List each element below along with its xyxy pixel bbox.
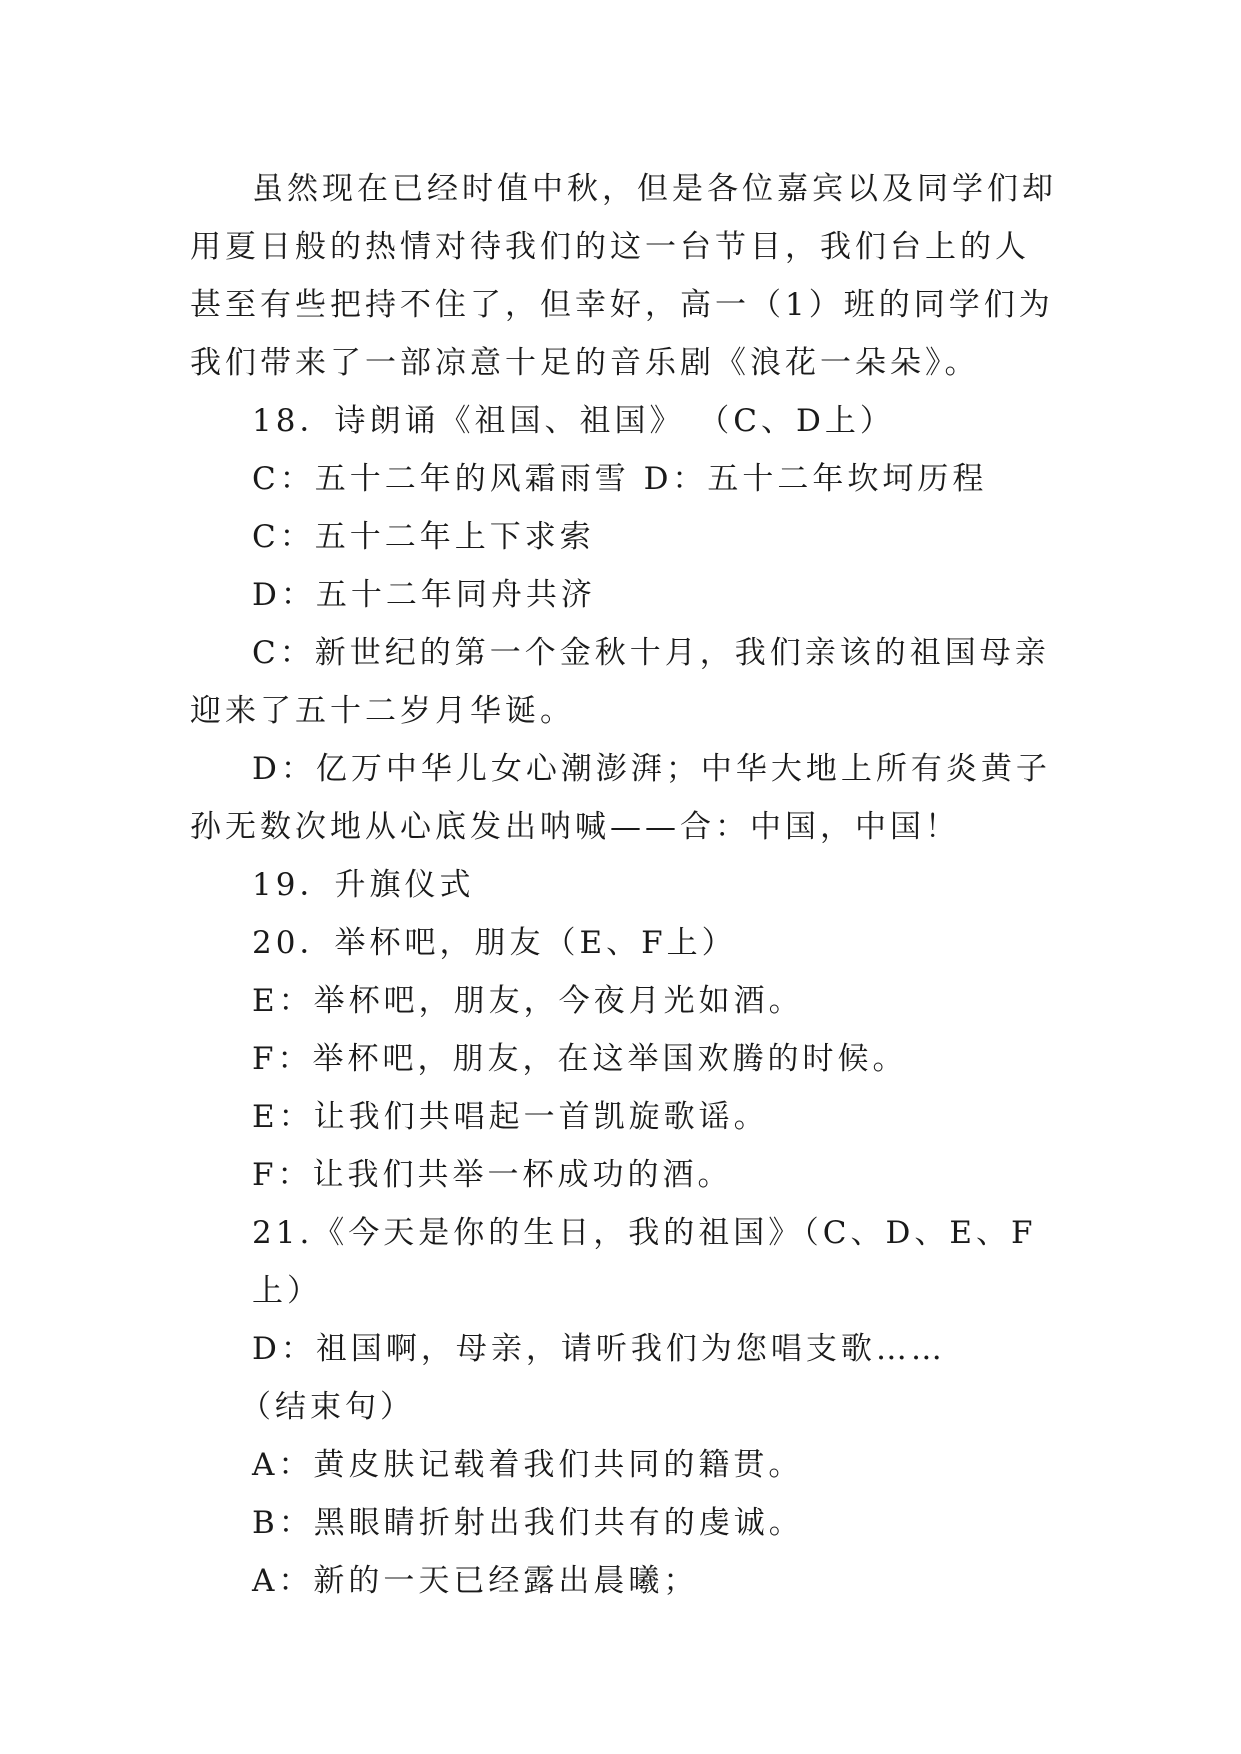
- dialogue-line: D：祖国啊，母亲，请听我们为您唱支歌……: [252, 1331, 946, 1367]
- dialogue-line: E：让我们共唱起一首凯旋歌谣。: [252, 1099, 769, 1135]
- dialogue-line: E：举杯吧，朋友，今夜月光如酒。: [252, 983, 804, 1019]
- dialogue-line: F：让我们共举一杯成功的酒。: [252, 1157, 733, 1193]
- dialogue-line: D：亿万中华儿女心潮澎湃；中华大地上所有炎黄子孙无数次地从心底发出呐喊——合：中国，中国！: [190, 751, 1051, 845]
- dialogue-line: A：黄皮肤记载着我们共同的籍贯。: [252, 1447, 804, 1483]
- dialogue-line: C：新世纪的第一个金秋十月，我们亲该的祖国母亲迎来了五十二岁月华诞。: [190, 635, 1050, 729]
- dialogue-line: A：新的一天已经露出晨曦；: [252, 1563, 699, 1599]
- program-item-19: 19．升旗仪式: [252, 867, 475, 903]
- dialogue-line: D：五十二年同舟共济: [252, 577, 596, 613]
- dialogue-line: B：黑眼睛折射出我们共有的虔诚。: [252, 1505, 804, 1541]
- document-body: [190, 160, 1060, 1610]
- paragraph-intro: 虽然现在已经时值中秋，但是各位嘉宾以及同学们却用夏日般的热情对待我们的这一台节目，我们台上的人甚至有些把持不住了，但幸好，高一（1）班的同学们为我们带来了一部凉意十足的音乐剧《浪花一朵朵》。: [190, 171, 1057, 381]
- program-item-20: 20．举杯吧，朋友（E、F上）: [252, 925, 737, 961]
- program-item-18: 18．诗朗诵《祖国、祖国》 （C、D上）: [252, 403, 895, 439]
- dialogue-line: F：举杯吧，朋友，在这举国欢腾的时候。: [252, 1041, 908, 1077]
- program-item-21: 21.《今天是你的生日，我的祖国》（C、D、E、F上）: [252, 1215, 1037, 1309]
- dialogue-line: C：五十二年上下求索: [252, 519, 595, 555]
- dialogue-line: C：五十二年的风霜雨雪 D：五十二年坎坷历程: [252, 461, 988, 497]
- section-heading-closing: （结束句）: [240, 1389, 415, 1425]
